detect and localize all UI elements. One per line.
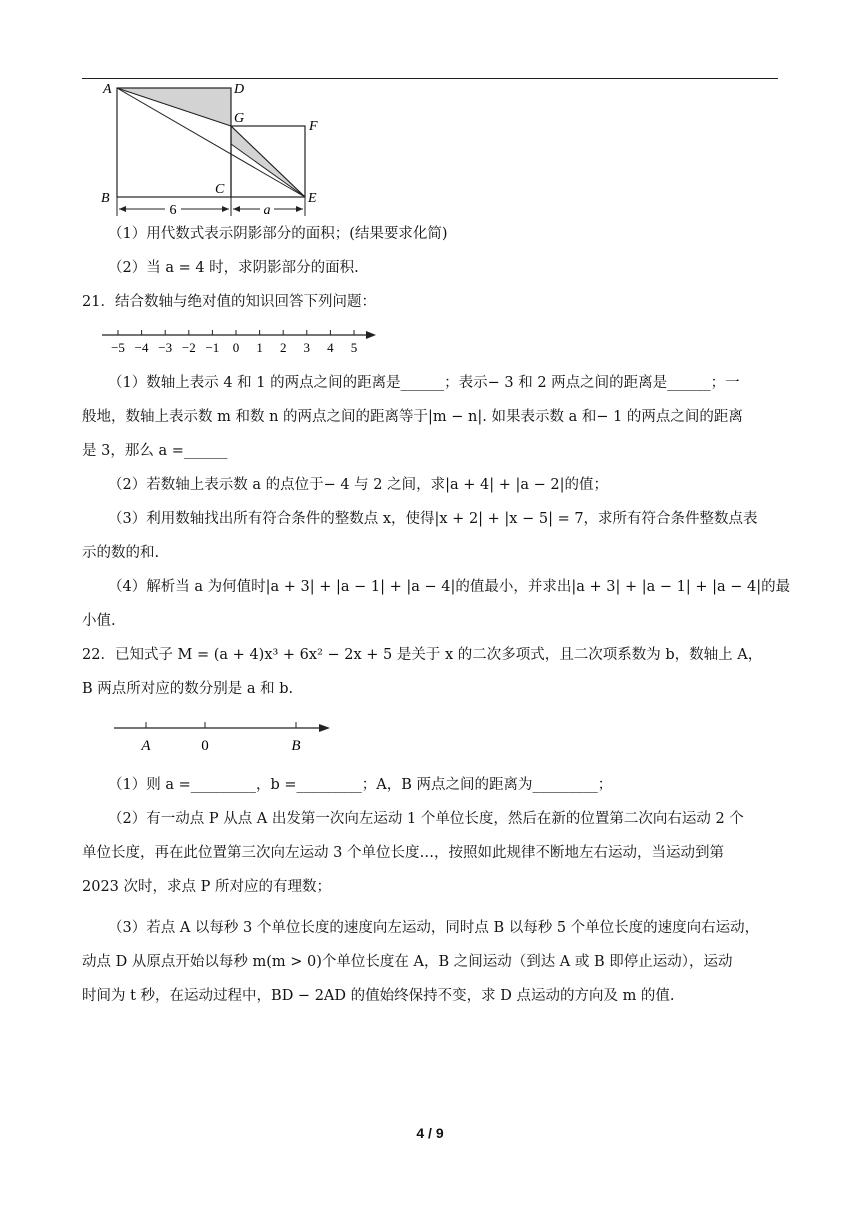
number-line-tick-label: 3 bbox=[303, 340, 311, 355]
q22-part3-line3: 时间为 t 秒，在运动过程中，BD − 2AD 的值始终保持不变，求 D 点运动的方向及 m 的值. bbox=[82, 988, 675, 1004]
dim-label-6: 6 bbox=[169, 203, 177, 218]
label-b: B bbox=[101, 191, 110, 206]
number-line-tick-label: 2 bbox=[279, 340, 287, 355]
number-line-q22 bbox=[110, 718, 340, 758]
q21-part3-line1: （3）利用数轴找出所有符合条件的整数点 x，使得|x + 2| + |x − 5| = 7，求所有符合条件整数点表 bbox=[108, 511, 758, 527]
point-b-label: B bbox=[291, 738, 301, 754]
number-line-tick-label: −1 bbox=[205, 340, 220, 355]
page-number: 4 / 9 bbox=[416, 1125, 444, 1141]
origin-label: 0 bbox=[201, 738, 209, 754]
q20-part2: （2）当 a = 4 时，求阴影部分的面积. bbox=[108, 260, 359, 276]
q22-part3-line2: 动点 D 从原点开始以每秒 m(m > 0)个单位长度在 A，B 之间运动（到达 A 或 B 即停止运动），运动 bbox=[82, 954, 733, 970]
label-a: A bbox=[103, 82, 112, 97]
q22-part1: （1）则 a =_________，b =_________；A，B 两点之间的距离为_________； bbox=[108, 777, 613, 793]
q21-part4-line2: 小值. bbox=[82, 613, 116, 629]
q21-stem: 21．结合数轴与绝对值的知识回答下列问题： bbox=[82, 294, 376, 310]
q21-part2: （2）若数轴上表示数 a 的点位于− 4 与 2 之间，求|a + 4| + |a − 2|的值； bbox=[108, 477, 609, 493]
header-rule bbox=[82, 78, 778, 79]
q21-part1-line3: 是 3，那么 a =______ bbox=[82, 443, 228, 459]
label-d: D bbox=[234, 82, 245, 97]
q22-part2-line2: 单位长度，再在此位置第三次向左运动 3 个单位长度…，按照如此规律不断地左右运动，当运动到第 bbox=[82, 845, 724, 861]
q22-part3-line1: （3）若点 A 以每秒 3 个单位长度的速度向左运动，同时点 B 以每秒 5 个单位长度的速度向右运动， bbox=[108, 920, 760, 936]
number-line-tick-label: −5 bbox=[111, 340, 125, 355]
label-e: E bbox=[308, 191, 317, 206]
label-f: F bbox=[309, 119, 318, 134]
q21-part3-line2: 示的数的和. bbox=[82, 545, 160, 561]
number-line-q21 bbox=[98, 325, 388, 359]
number-line-tick-label: −2 bbox=[181, 340, 196, 355]
number-line-tick-label: 4 bbox=[327, 340, 334, 355]
geometry-figure bbox=[95, 80, 335, 220]
label-c: C bbox=[215, 182, 225, 197]
q21-part4-line1: （4）解析当 a 为何值时|a + 3| + |a − 1| + |a − 4|的值最小，并求出|a + 3| + |a − 1| + |a − 4|的最 bbox=[108, 579, 791, 595]
point-a-label: A bbox=[141, 738, 151, 754]
q21-part1-line2: 般地，数轴上表示数 m 和数 n 的两点之间的距离等于|m − n|. 如果表示数 a 和− 1 的两点之间的距离 bbox=[82, 409, 743, 425]
number-line-arrow bbox=[366, 331, 376, 339]
q22-part2-line3: 2023 次时，求点 P 所对应的有理数； bbox=[82, 879, 331, 895]
number-line-tick-label: 1 bbox=[256, 340, 263, 355]
label-g: G bbox=[234, 111, 245, 126]
q22-stem-line1: 22．已知式子 M = (a + 4)x³ + 6x² − 2x + 5 是关于 x 的二次多项式，且二次项系数为 b，数轴上 A， bbox=[82, 647, 763, 663]
segment-ge bbox=[231, 126, 305, 197]
number-line-tick-label: −3 bbox=[158, 340, 173, 355]
number-line-tick-label: 5 bbox=[350, 340, 358, 355]
q22-stem-line2: B 两点所对应的数分别是 a 和 b. bbox=[82, 681, 294, 697]
q22-part2-line1: （2）有一动点 P 从点 A 出发第一次向左运动 1 个单位长度，然后在新的位置第二次向右运动 2 个 bbox=[108, 811, 744, 827]
shaded-region-upper bbox=[117, 88, 231, 126]
q20-part1: （1）用代数式表示阴影部分的面积；(结果要求化简) bbox=[108, 226, 448, 242]
dim-label-a: a bbox=[263, 203, 271, 218]
number-line-tick-label: −4 bbox=[134, 340, 149, 355]
number-line-tick-label: 0 bbox=[232, 340, 240, 355]
q21-part1-line1: （1）数轴上表示 4 和 1 的两点之间的距离是______；表示− 3 和 2 两点之间的距离是______；一 bbox=[108, 375, 740, 391]
